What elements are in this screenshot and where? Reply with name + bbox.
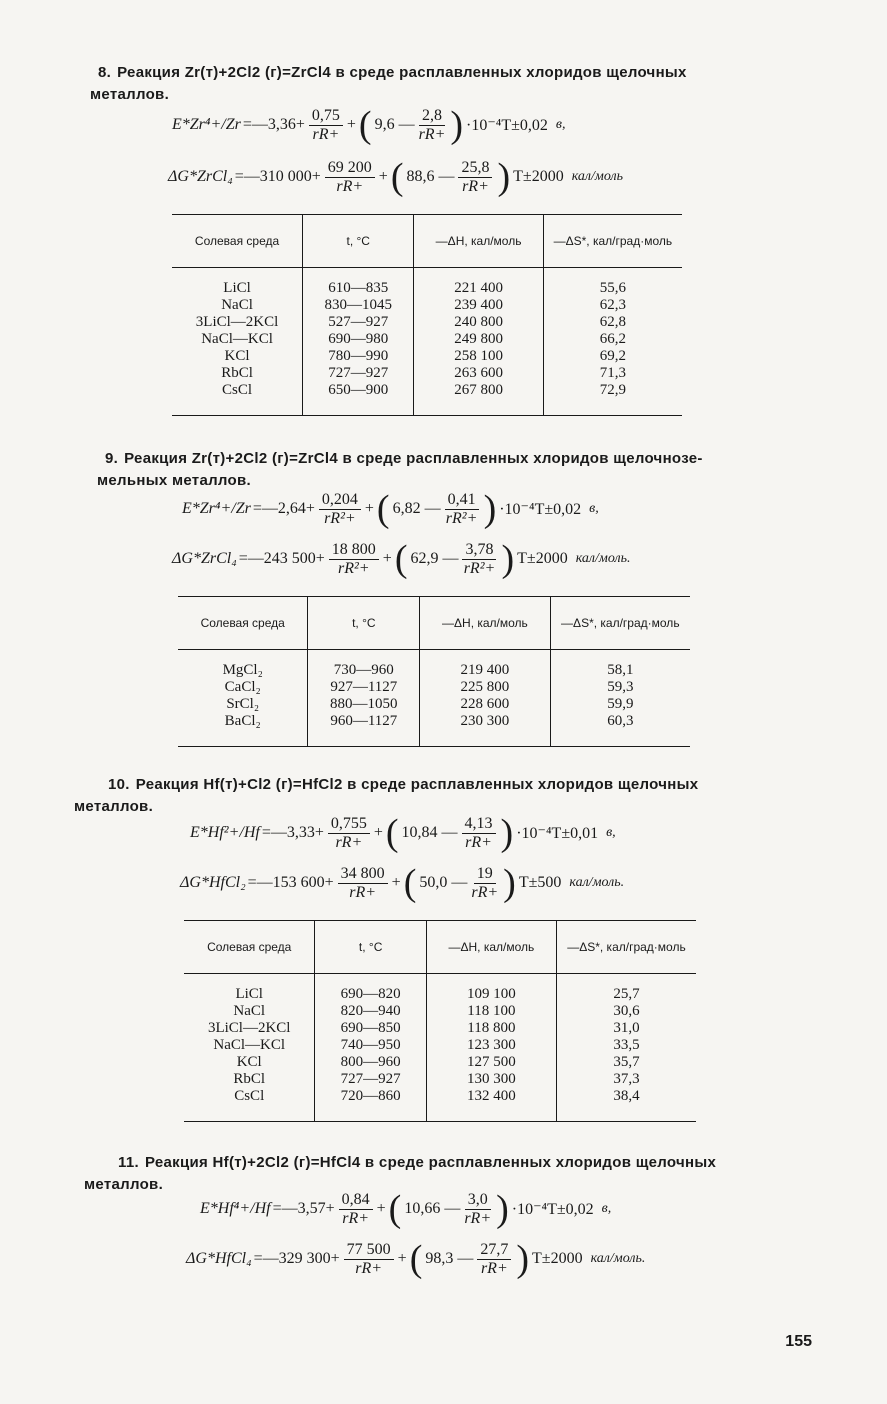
numerator: 0,204 [319, 491, 361, 510]
header-enthalpy: —ΔH, кал/моль [414, 215, 543, 268]
numerator: 0,84 [339, 1191, 373, 1210]
header-temperature: t, °C [303, 215, 414, 268]
cell: 71,3 [599, 365, 626, 381]
cell: BaCl₂ [224, 713, 261, 729]
column-entropy [543, 268, 682, 416]
cell: 258 100 [454, 348, 503, 364]
equation-term: 50,0 — [419, 874, 468, 891]
cell: 59,3 [607, 679, 634, 695]
fraction [458, 159, 492, 196]
cell: 3LiCl—2KCl [195, 314, 279, 330]
cell: RbCl [221, 365, 253, 381]
cell: 830—1045 [324, 297, 392, 313]
header-entropy: —ΔS*, кал/град·моль [550, 597, 690, 650]
cell: LiCl [235, 986, 263, 1002]
fraction [477, 1241, 511, 1278]
cell: 960—1127 [330, 713, 398, 729]
equation-unit: в, [555, 117, 566, 132]
section-8-potential-equation: E*Zr⁴+/Zr =—3,36+ $\frac{0,75}{rR+}$ + ( 9,6 — $\frac{2,8}{rR+}$ ) ·10⁻⁴T±0,02 в, [172, 104, 566, 146]
numerator: 0,41 [445, 491, 479, 510]
cell: 228 600 [460, 696, 510, 712]
equation-tail: ·10⁻⁴T±0,02 [466, 117, 548, 134]
header-medium: Солевая среда [178, 597, 308, 650]
cell: 249 800 [454, 331, 503, 347]
cell: 35,7 [613, 1054, 640, 1070]
fraction [329, 541, 379, 578]
equation-term: 10,66 — [404, 1200, 461, 1217]
denominator: rR+ [336, 177, 364, 195]
denominator: rR+ [342, 1209, 370, 1227]
denominator: rR+ [465, 833, 492, 851]
numerator: 0,755 [328, 815, 370, 834]
heading-line-1: Реакция Hf(т)+Cl2 (г)=HfCl2 в среде расплавленных хлоридов щелочных [135, 776, 699, 793]
cell: 740—950 [340, 1037, 401, 1053]
numerator: 18 800 [329, 541, 379, 560]
column-entropy [550, 650, 690, 747]
page-number: 155 [785, 1333, 812, 1350]
cell: 221 400 [454, 280, 503, 296]
heading-line-2: металлов. [90, 86, 170, 103]
equation-lhs: ΔG*HfCl₂ [180, 874, 246, 891]
equation-tail: ·10⁻⁴T±0,02 [499, 501, 582, 518]
denominator: rR²+ [463, 559, 496, 577]
column-medium [178, 650, 308, 747]
equation-term: =—153 600+ [247, 874, 334, 891]
equation-term: =—3,33+ [261, 824, 324, 841]
cell: 109 100 [467, 986, 516, 1002]
cell: 132 400 [467, 1088, 516, 1104]
header-temperature: t, °C [308, 597, 420, 650]
cell: 130 300 [467, 1071, 516, 1087]
denominator: rR+ [480, 1259, 508, 1277]
section-11-gibbs-equation: ΔG*HfCl₄ =—329 300+ $\frac{77 500}{rR+}$ + ( 98,3 — $\frac{27,7}{rR+}$ ) T±2000 кал/моль. [186, 1238, 646, 1280]
equation-tail: T±2000 [517, 550, 568, 567]
cell: 59,9 [607, 696, 634, 712]
cell: 33,5 [613, 1037, 640, 1053]
cell: 118 100 [467, 1003, 516, 1019]
cell: 267 800 [454, 382, 503, 398]
equation-term: =—310 000+ [234, 168, 321, 185]
equation-tail: T±2000 [513, 168, 564, 185]
equation-term: =—3,36+ [242, 116, 305, 133]
fraction [419, 107, 446, 144]
fraction [338, 865, 388, 902]
cell: 780—990 [328, 348, 389, 364]
column-temperature [303, 268, 414, 416]
heading-line-2: металлов. [74, 798, 154, 815]
equation-lhs: E*Hf²+/Hf [190, 824, 260, 841]
numerator: 3,78 [462, 541, 496, 560]
equation-tail: T±500 [518, 874, 562, 891]
numerator: 19 [474, 865, 496, 884]
fraction [319, 491, 361, 528]
cell: CsCl [222, 382, 253, 398]
cell: 690—820 [340, 986, 401, 1002]
cell: 3LiCl—2KCl [207, 1020, 291, 1036]
cell: 800—960 [340, 1054, 401, 1070]
cell: 239 400 [454, 297, 503, 313]
heading-line-1: Реакция Zr(т)+2Cl2 (г)=ZrCl4 в среде расплавленных хлоридов щелочнозе- [124, 450, 703, 467]
cell: 58,1 [607, 662, 634, 678]
fraction [445, 491, 479, 528]
cell: 69,2 [599, 348, 626, 364]
numerator: 77 500 [344, 1241, 394, 1260]
section-number: 10. [108, 776, 130, 793]
cell: 62,8 [599, 314, 626, 330]
cell: 127 500 [467, 1054, 516, 1070]
cell: SrCl₂ [226, 696, 260, 712]
header-medium: Солевая среда [184, 921, 315, 974]
section-10-gibbs-equation: ΔG*HfCl₂ =—153 600+ $\frac{34 800}{rR+}$ + ( 50,0 — $\frac{19}{rR+}$ ) T±500 кал/моль. [180, 862, 625, 904]
equation-unit: кал/моль [571, 169, 623, 184]
cell: 225 800 [460, 679, 510, 695]
cell: 219 400 [460, 662, 510, 678]
heading-line-1: Реакция Zr(т)+2Cl2 (г)=ZrCl4 в среде расплавленных хлоридов щелочных [117, 64, 687, 81]
cell: 55,6 [599, 280, 626, 296]
heading-line-1: Реакция Hf(т)+2Cl2 (г)=HfCl4 в среде расплавленных хлоридов щелочных [144, 1154, 717, 1171]
equation-term: =—3,57+ [272, 1200, 335, 1217]
denominator: rR+ [312, 125, 340, 143]
fraction [471, 865, 498, 902]
equation-lhs: E*Zr⁴+/Zr [172, 116, 241, 133]
fraction [464, 1191, 491, 1228]
fraction [344, 1241, 394, 1278]
cell: 118 800 [467, 1020, 516, 1036]
equation-term: =—2,64+ [252, 500, 315, 517]
section-10-table [184, 920, 696, 1122]
section-11-potential-equation: E*Hf⁴+/Hf =—3,57+ $\frac{0,84}{rR+}$ + ( 10,66 — $\frac{3,0}{rR+}$ ) ·10⁻⁴T±0,02 в, [200, 1188, 612, 1230]
numerator: 69 200 [325, 159, 375, 178]
equation-unit: в, [606, 825, 616, 840]
equation-lhs: ΔG*HfCl₄ [186, 1250, 252, 1267]
header-enthalpy: —ΔH, кал/моль [420, 597, 550, 650]
equation-unit: кал/моль. [575, 551, 631, 566]
equation-term: 10,84 — [401, 824, 458, 841]
cell: 31,0 [613, 1020, 640, 1036]
cell: 240 800 [454, 314, 503, 330]
fraction [328, 815, 370, 852]
cell: 720—860 [340, 1088, 401, 1104]
cell: 38,4 [613, 1088, 640, 1104]
equation-term: 6,82 — [392, 500, 441, 517]
cell: 123 300 [467, 1037, 516, 1053]
denominator: rR+ [471, 883, 499, 901]
section-9-potential-equation: E*Zr⁴+/Zr =—2,64+ $\frac{0,204}{\text{rR²+}}$ + ( 6,82 — $\frac{0,41}{\text{rR²+}}$ ) ·10⁻⁴T±0,02 в, [182, 488, 599, 530]
cell: LiCl [223, 280, 251, 296]
cell: NaCl [233, 1003, 266, 1019]
equation-tail: T±2000 [532, 1250, 583, 1267]
cell: 727—927 [328, 365, 389, 381]
cell: 880—1050 [330, 696, 398, 712]
cell: RbCl [233, 1071, 266, 1087]
cell: NaCl—KCl [213, 1037, 286, 1053]
cell: 72,9 [599, 382, 626, 398]
fraction [462, 815, 496, 852]
column-enthalpy [426, 974, 556, 1122]
denominator: rR²+ [338, 559, 370, 577]
denominator: rR+ [335, 833, 363, 851]
cell: CaCl₂ [224, 679, 261, 695]
fraction [339, 1191, 373, 1228]
equation-lhs: ΔG*ZrCl₄ [168, 168, 233, 185]
equation-lhs: E*Hf⁴+/Hf [200, 1200, 271, 1217]
equation-term: 88,6 — [406, 168, 455, 185]
cell: 730—960 [333, 662, 394, 678]
cell: 37,3 [613, 1071, 640, 1087]
numerator: 27,7 [477, 1241, 511, 1260]
column-medium [184, 974, 315, 1122]
section-10-heading [74, 774, 814, 818]
fraction [325, 159, 375, 196]
cell: 650—900 [328, 382, 389, 398]
cell: 527—927 [328, 314, 389, 330]
header-temperature: t, °C [315, 921, 426, 974]
numerator: 2,8 [419, 107, 445, 126]
cell: 25,7 [613, 986, 640, 1002]
cell: 30,6 [613, 1003, 640, 1019]
equation-term: =—329 300+ [253, 1250, 340, 1267]
numerator: 34 800 [338, 865, 388, 884]
equation-tail: ·10⁻⁴T±0,01 [516, 825, 599, 842]
denominator: rR+ [355, 1259, 383, 1277]
equation-term: 62,9 — [410, 550, 459, 567]
header-entropy: —ΔS*, кал/град·моль [556, 921, 696, 974]
cell: 727—927 [340, 1071, 401, 1087]
cell: KCl [224, 348, 250, 364]
section-8-heading [90, 62, 790, 106]
heading-line-2: мельных металлов. [97, 472, 252, 489]
equation-unit: в, [601, 1201, 612, 1216]
section-8-table [172, 214, 682, 416]
cell: 820—940 [340, 1003, 401, 1019]
header-medium: Солевая среда [172, 215, 303, 268]
section-8-gibbs-equation: ΔG*ZrCl₄ =—310 000+ $\frac{69 200}{rR+}$ + ( 88,6 — $\frac{25,8}{rR+}$ ) T±2000 кал/моль [168, 156, 623, 198]
fraction [309, 107, 343, 144]
equation-lhs: E*Zr⁴+/Zr [182, 500, 251, 517]
cell: KCl [236, 1054, 262, 1070]
cell: CsCl [234, 1088, 265, 1104]
equation-tail: ·10⁻⁴T±0,02 [511, 1201, 594, 1218]
column-medium [172, 268, 303, 416]
cell: 62,3 [599, 297, 626, 313]
denominator: rR+ [418, 125, 446, 143]
cell: 690—980 [328, 331, 389, 347]
section-9-table [178, 596, 690, 747]
numerator: 25,8 [458, 159, 492, 178]
denominator: rR²+ [445, 509, 478, 527]
column-temperature [308, 650, 420, 747]
cell: 263 600 [454, 365, 503, 381]
equation-unit: в, [589, 501, 599, 516]
equation-unit: кал/моль. [590, 1251, 646, 1266]
equation-term: 98,3 — [425, 1250, 474, 1267]
equation-lhs: ΔG*ZrCl₄ [172, 550, 237, 567]
section-number: 11. [118, 1154, 139, 1171]
denominator: rR+ [349, 883, 377, 901]
cell: 66,2 [599, 331, 626, 347]
header-enthalpy: —ΔH, кал/моль [426, 921, 556, 974]
equation-term: =—243 500+ [238, 550, 325, 567]
numerator: 3,0 [465, 1191, 491, 1210]
cell: NaCl—KCl [201, 331, 273, 347]
section-9-gibbs-equation: ΔG*ZrCl₄ =—243 500+ $\frac{18 800}{\text{rR²+}}$ + ( 62,9 — $\frac{3,78}{\text{rR²+}}$ ) T±2000 кал/моль. [172, 538, 631, 580]
denominator: rR+ [464, 1209, 492, 1227]
section-number: 8. [98, 64, 112, 81]
cell: MgCl₂ [222, 662, 263, 678]
section-number: 9. [105, 450, 119, 467]
column-temperature [315, 974, 426, 1122]
equation-unit: кал/моль. [569, 875, 625, 890]
fraction [462, 541, 496, 578]
section-9-heading [97, 448, 797, 492]
cell: NaCl [221, 297, 253, 313]
denominator: rR²+ [324, 509, 356, 527]
denominator: rR+ [462, 177, 489, 195]
section-10-potential-equation: E*Hf²+/Hf =—3,33+ $\frac{0,755}{rR+}$ + ( 10,84 — $\frac{4,13}{rR+}$ ) ·10⁻⁴T±0,01 в, [190, 812, 616, 854]
header-entropy: —ΔS*, кал/град·моль [543, 215, 682, 268]
cell: 230 300 [460, 713, 510, 729]
equation-term: 9,6 — [374, 116, 415, 133]
cell: 690—850 [340, 1020, 401, 1036]
heading-line-2: металлов. [84, 1176, 164, 1193]
column-enthalpy [420, 650, 550, 747]
column-entropy [556, 974, 696, 1122]
numerator: 4,13 [462, 815, 496, 834]
column-enthalpy [414, 268, 543, 416]
cell: 610—835 [328, 280, 389, 296]
cell: 927—1127 [330, 679, 398, 695]
numerator: 0,75 [309, 107, 343, 126]
cell: 60,3 [607, 713, 634, 729]
